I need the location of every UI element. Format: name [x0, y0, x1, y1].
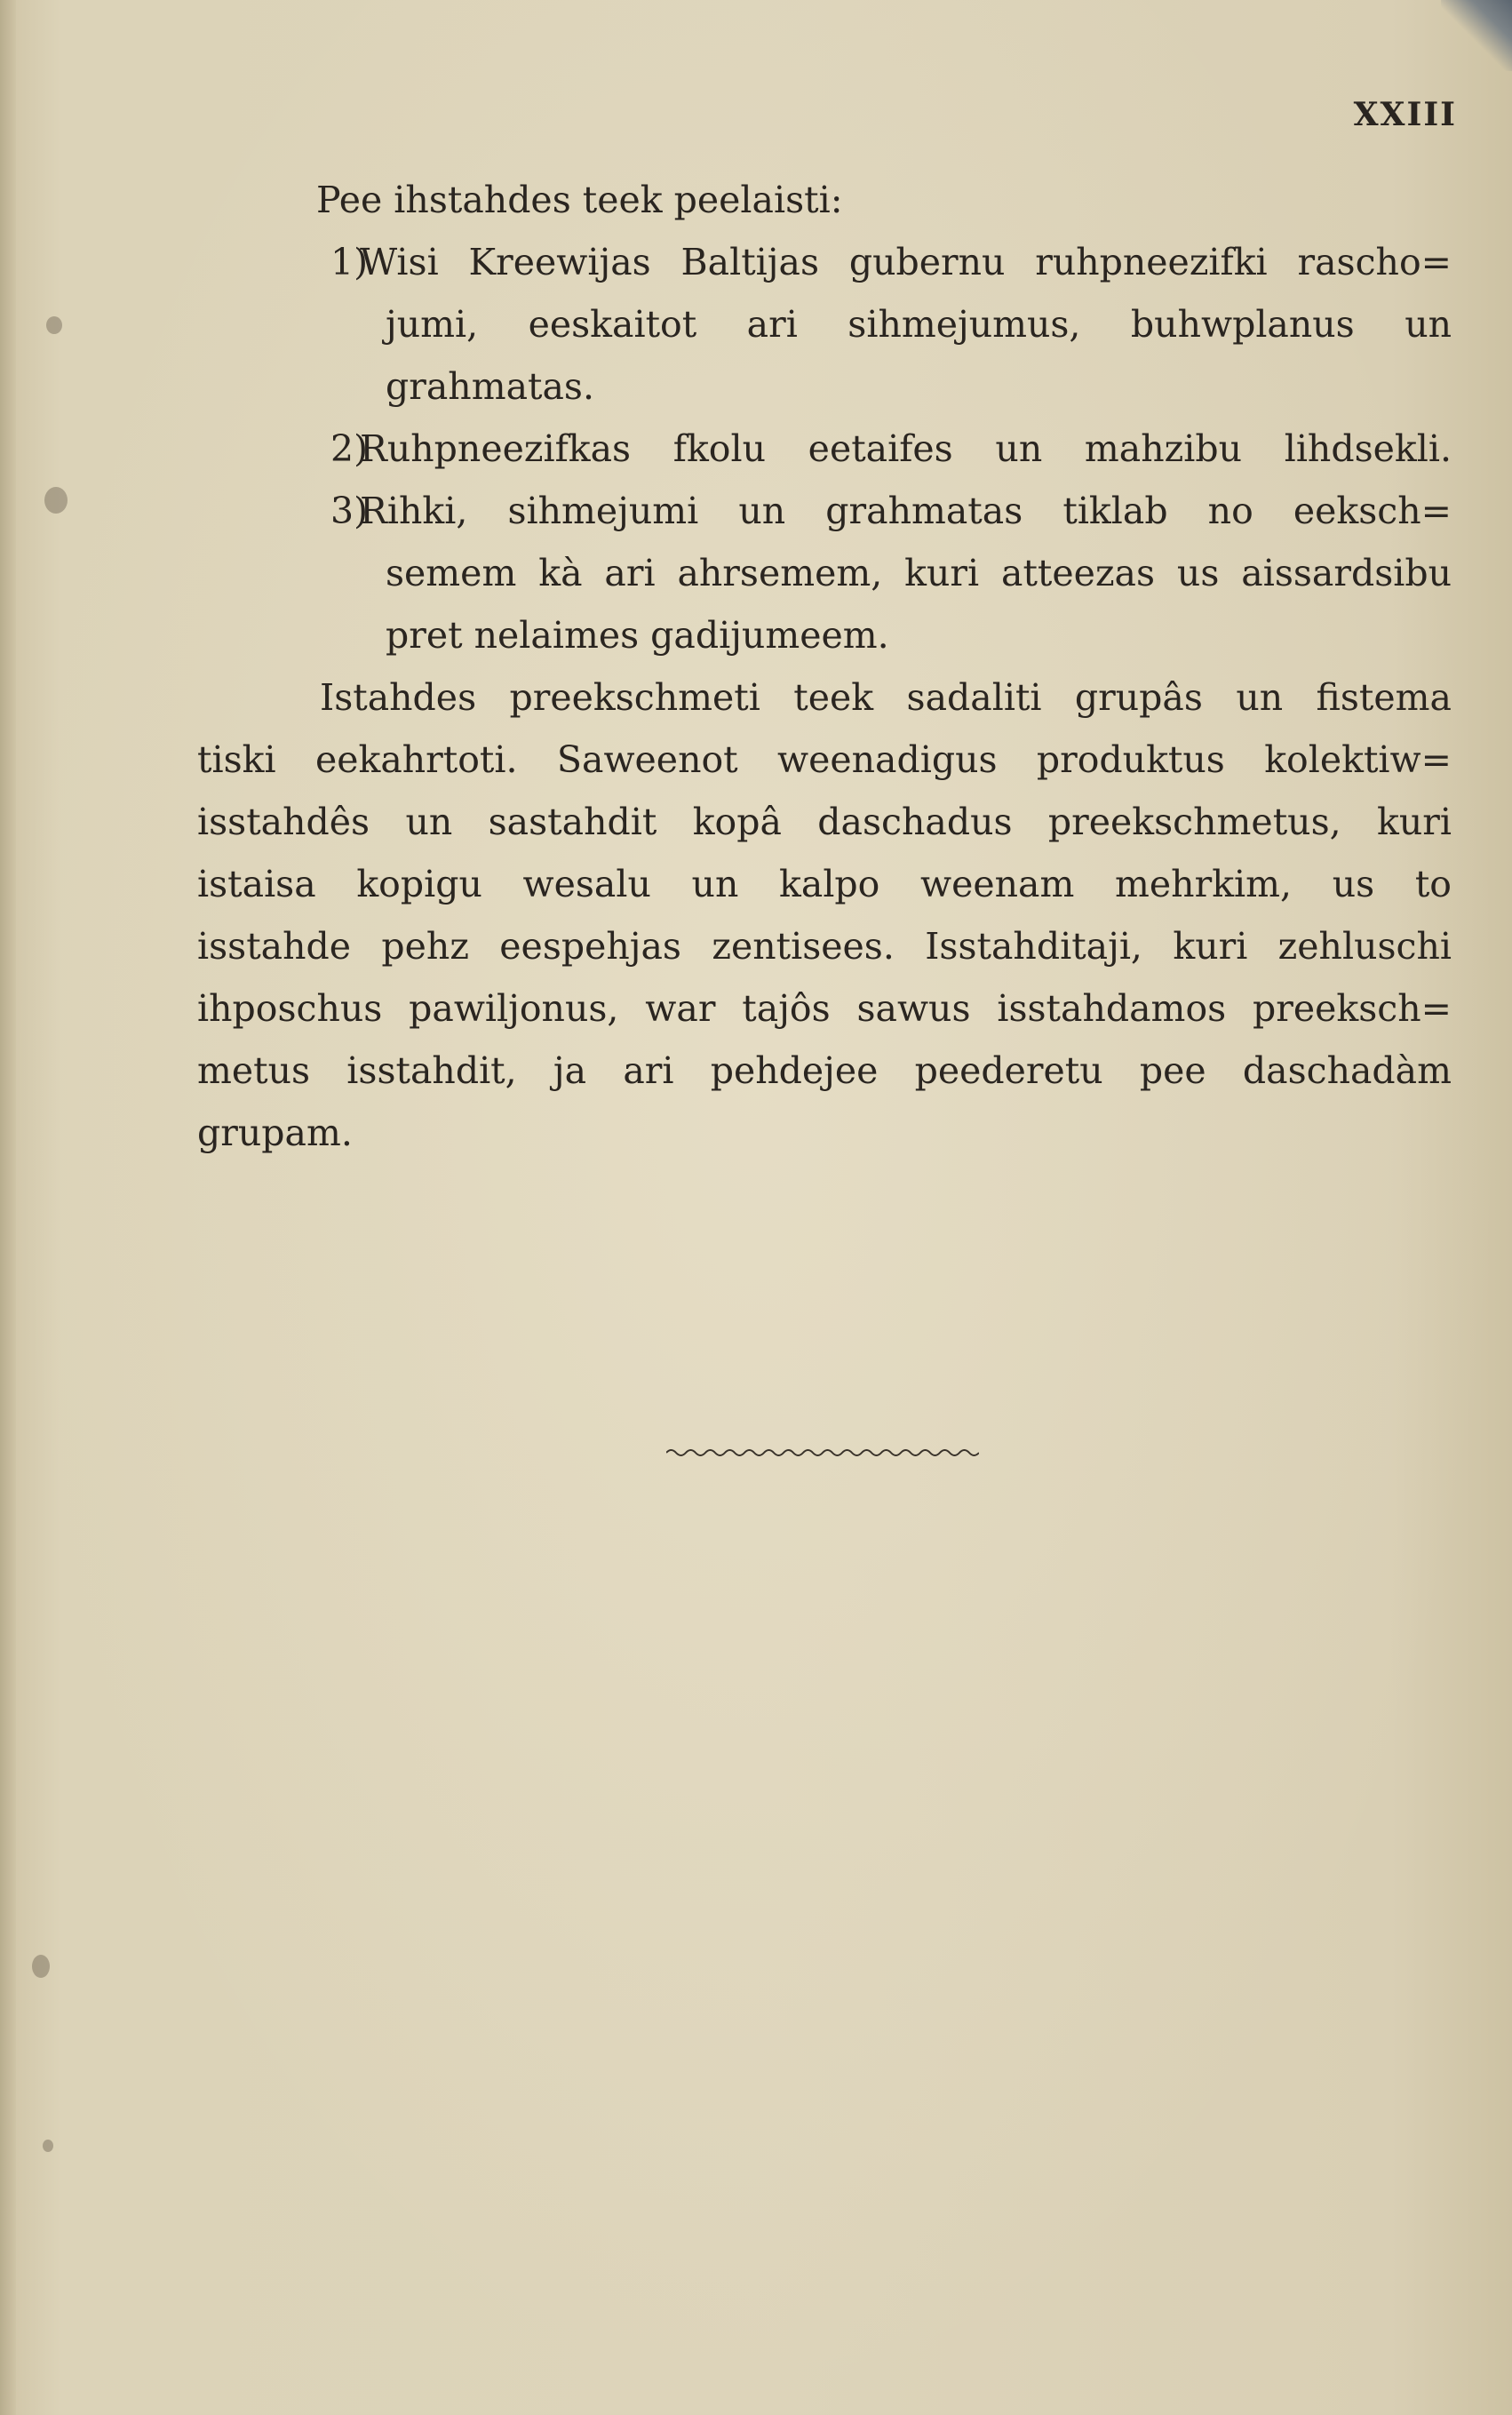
- paragraph-line: isstahdês un sastahdit kopâ daschadus preekschmetus, kuri: [197, 801, 1452, 843]
- item-number: 3): [330, 490, 369, 532]
- paragraph-line: metus isstahdit, ja ari pehdejee peederetu pee daschadàm: [197, 1049, 1452, 1092]
- item-number: 1): [330, 241, 369, 283]
- paragraph-line: Istahdes preekschmeti teek sadaliti grupâs un fistema: [320, 676, 1452, 719]
- paragraph-line: tiski eekahrtoti. Saweenot weenadigus produktus kolektiw=: [197, 738, 1452, 781]
- stain-mark: [46, 316, 62, 334]
- list-item: [197, 418, 1452, 480]
- stain-mark: [32, 1955, 50, 1978]
- item-line: Rihki, sihmejumi un grahmatas tiklab no eeksch=: [360, 490, 1452, 532]
- intro-heading: Pee ihstahdes teek peelaisti:: [316, 179, 843, 221]
- page-number: XXIII: [1353, 96, 1457, 133]
- stain-mark: [44, 487, 68, 514]
- item-line: jumi, eeskaitot ari sihmejumus, buhwplanus un: [386, 303, 1452, 346]
- item-line: grahmatas.: [386, 365, 595, 408]
- item-line: pret nelaimes gadijumeem.: [386, 614, 889, 657]
- item-line: Ruhpneezifkas fkolu eetaifes un mahzibu lihdsekli.: [360, 427, 1452, 470]
- item-line: Wisi Kreewijas Baltijas gubernu ruhpneezifki rascho=: [360, 241, 1452, 283]
- list-item: [197, 231, 1452, 293]
- paragraph-line: ihposchus pawiljonus, war tajôs sawus isstahdamos preeksch=: [197, 987, 1452, 1030]
- list-item: [197, 480, 1452, 542]
- paragraph-line: istaisa kopigu wesalu un kalpo weenam mehrkim, us to: [197, 863, 1452, 905]
- paragraph-line: grupam.: [197, 1112, 353, 1154]
- stain-mark: [43, 2140, 53, 2152]
- wavy-rule-ornament: [666, 1447, 979, 1459]
- body-text: [197, 169, 1452, 1164]
- paragraph-line: isstahde pehz eespehjas zentisees. Isstahditaji, kuri zehluschi: [197, 925, 1452, 968]
- item-line: semem kà ari ahrsemem, kuri atteezas us aissardsibu: [386, 552, 1452, 594]
- binding-edge: [0, 0, 16, 2415]
- page-corner-shadow: [1441, 0, 1512, 71]
- item-number: 2): [330, 427, 369, 470]
